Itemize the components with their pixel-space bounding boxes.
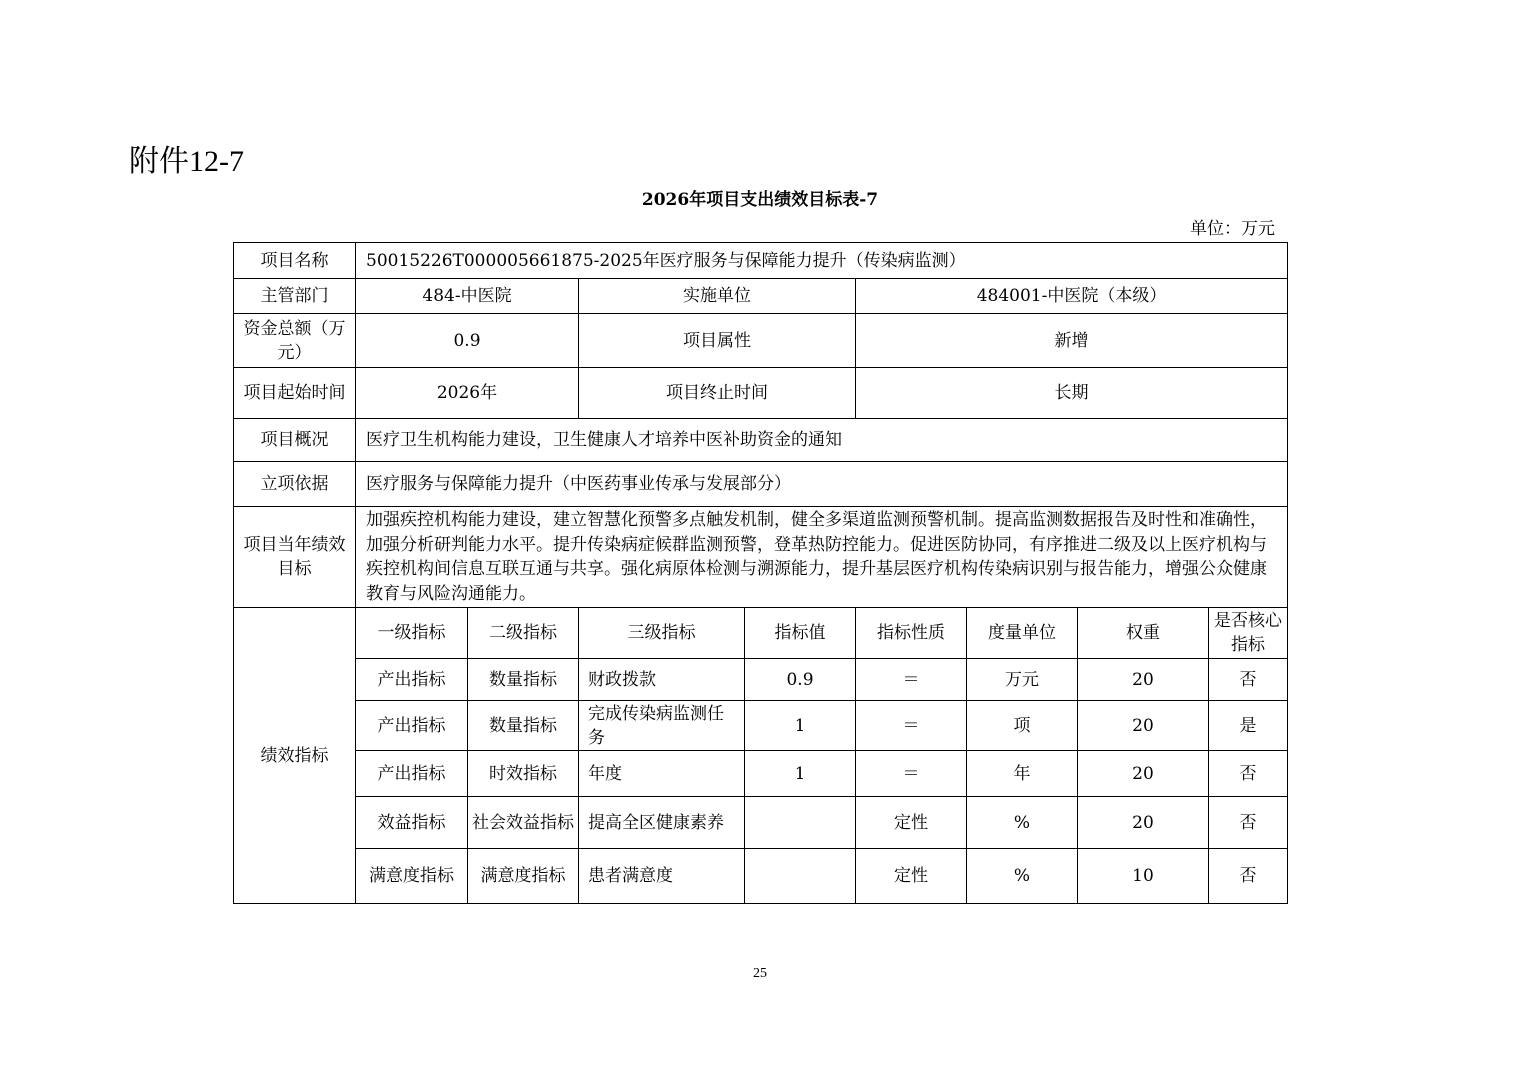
cell-unit: 项 [967,701,1078,751]
row-goal [234,507,1288,608]
indicator-row [234,701,1288,751]
cell-unit: % [967,797,1078,849]
goal-label: 项目当年绩效目标 [234,507,356,608]
cell-level1: 产出指标 [356,659,468,701]
cell-value: 1 [745,751,856,797]
cell-core: 否 [1209,849,1288,904]
impl-value: 484001-中医院（本级） [856,279,1288,314]
cell-weight: 20 [1078,659,1209,701]
fund-label: 资金总额（万元） [234,314,356,368]
cell-nature: 定性 [856,849,967,904]
row-project-name [234,243,1288,279]
project-name-value: 50015226T000005661875-2025年医疗服务与保障能力提升（传染病监测） [356,243,1288,279]
cell-weight: 20 [1078,701,1209,751]
document-title: 2026年项目支出绩效目标表-7 [641,190,879,210]
overview-label: 项目概况 [234,419,356,462]
attachment-label [129,142,244,182]
dept-label: 主管部门 [234,279,356,314]
cell-level1: 效益指标 [356,797,468,849]
cell-level2: 满意度指标 [468,849,579,904]
header-core: 是否核心指标 [1209,608,1288,659]
indicators-label: 绩效指标 [234,608,356,904]
end-label: 项目终止时间 [579,368,856,419]
unit-label: 单位：万元 [1190,219,1275,239]
cell-level2: 社会效益指标 [468,797,579,849]
row-overview [234,419,1288,462]
end-value: 长期 [856,368,1288,419]
project-name-label: 项目名称 [234,243,356,279]
cell-level2: 数量指标 [468,701,579,751]
cell-level1: 满意度指标 [356,849,468,904]
header-weight: 权重 [1078,608,1209,659]
overview-value: 医疗卫生机构能力建设，卫生健康人才培养中医补助资金的通知 [356,419,1288,462]
performance-table [233,242,1288,904]
cell-level1: 产出指标 [356,701,468,751]
cell-nature: ＝ [856,701,967,751]
cell-level2: 时效指标 [468,751,579,797]
impl-label: 实施单位 [579,279,856,314]
cell-value: 1 [745,701,856,751]
header-nature: 指标性质 [856,608,967,659]
indicator-row [234,797,1288,849]
cell-core: 否 [1209,659,1288,701]
header-level3: 三级指标 [579,608,745,659]
cell-core: 否 [1209,797,1288,849]
cell-unit: % [967,849,1078,904]
basis-label: 立项依据 [234,462,356,507]
cell-value: 0.9 [745,659,856,701]
cell-value [745,797,856,849]
cell-level3: 年度 [579,751,745,797]
cell-level3: 患者满意度 [579,849,745,904]
row-fund [234,314,1288,368]
cell-nature: 定性 [856,797,967,849]
cell-value [745,849,856,904]
cell-level3: 完成传染病监测任务 [579,701,745,751]
goal-value: 加强疾控机构能力建设，建立智慧化预警多点触发机制，健全多渠道监测预警机制。提高监测数据报告及时性和准确性，加强分析研判能力水平。提升传染病症候群监测预警，登革热防控能力。促进医防协同，有序推进二级及以上医疗机构与疾控机构间信息互联互通与共享。强化病原体检测与溯源能力，提升基层医疗机构传染病识别与报告能力，增强公众健康教育与风险沟通能力。 [356,507,1288,608]
indicator-row [234,659,1288,701]
row-period [234,368,1288,419]
indicator-row [234,751,1288,797]
cell-weight: 10 [1078,849,1209,904]
row-basis [234,462,1288,507]
header-level2: 二级指标 [468,608,579,659]
attr-label: 项目属性 [579,314,856,368]
fund-value: 0.9 [356,314,579,368]
start-value: 2026年 [356,368,579,419]
row-department [234,279,1288,314]
cell-core: 是 [1209,701,1288,751]
cell-level3: 财政拨款 [579,659,745,701]
header-level1: 一级指标 [356,608,468,659]
start-label: 项目起始时间 [234,368,356,419]
indicator-row [234,849,1288,904]
cell-level3: 提高全区健康素养 [579,797,745,849]
cell-weight: 20 [1078,751,1209,797]
basis-value: 医疗服务与保障能力提升（中医药事业传承与发展部分） [356,462,1288,507]
attachment-number: 12-7 [189,145,244,178]
cell-level1: 产出指标 [356,751,468,797]
cell-nature: ＝ [856,659,967,701]
attachment-prefix: 附件 [129,144,189,179]
cell-core: 否 [1209,751,1288,797]
cell-weight: 20 [1078,797,1209,849]
page-number: 25 [753,966,767,981]
dept-value: 484-中医院 [356,279,579,314]
cell-unit: 万元 [967,659,1078,701]
indicator-header-row [234,608,1288,659]
header-unit: 度量单位 [967,608,1078,659]
cell-level2: 数量指标 [468,659,579,701]
header-value: 指标值 [745,608,856,659]
cell-unit: 年 [967,751,1078,797]
cell-nature: ＝ [856,751,967,797]
attr-value: 新增 [856,314,1288,368]
